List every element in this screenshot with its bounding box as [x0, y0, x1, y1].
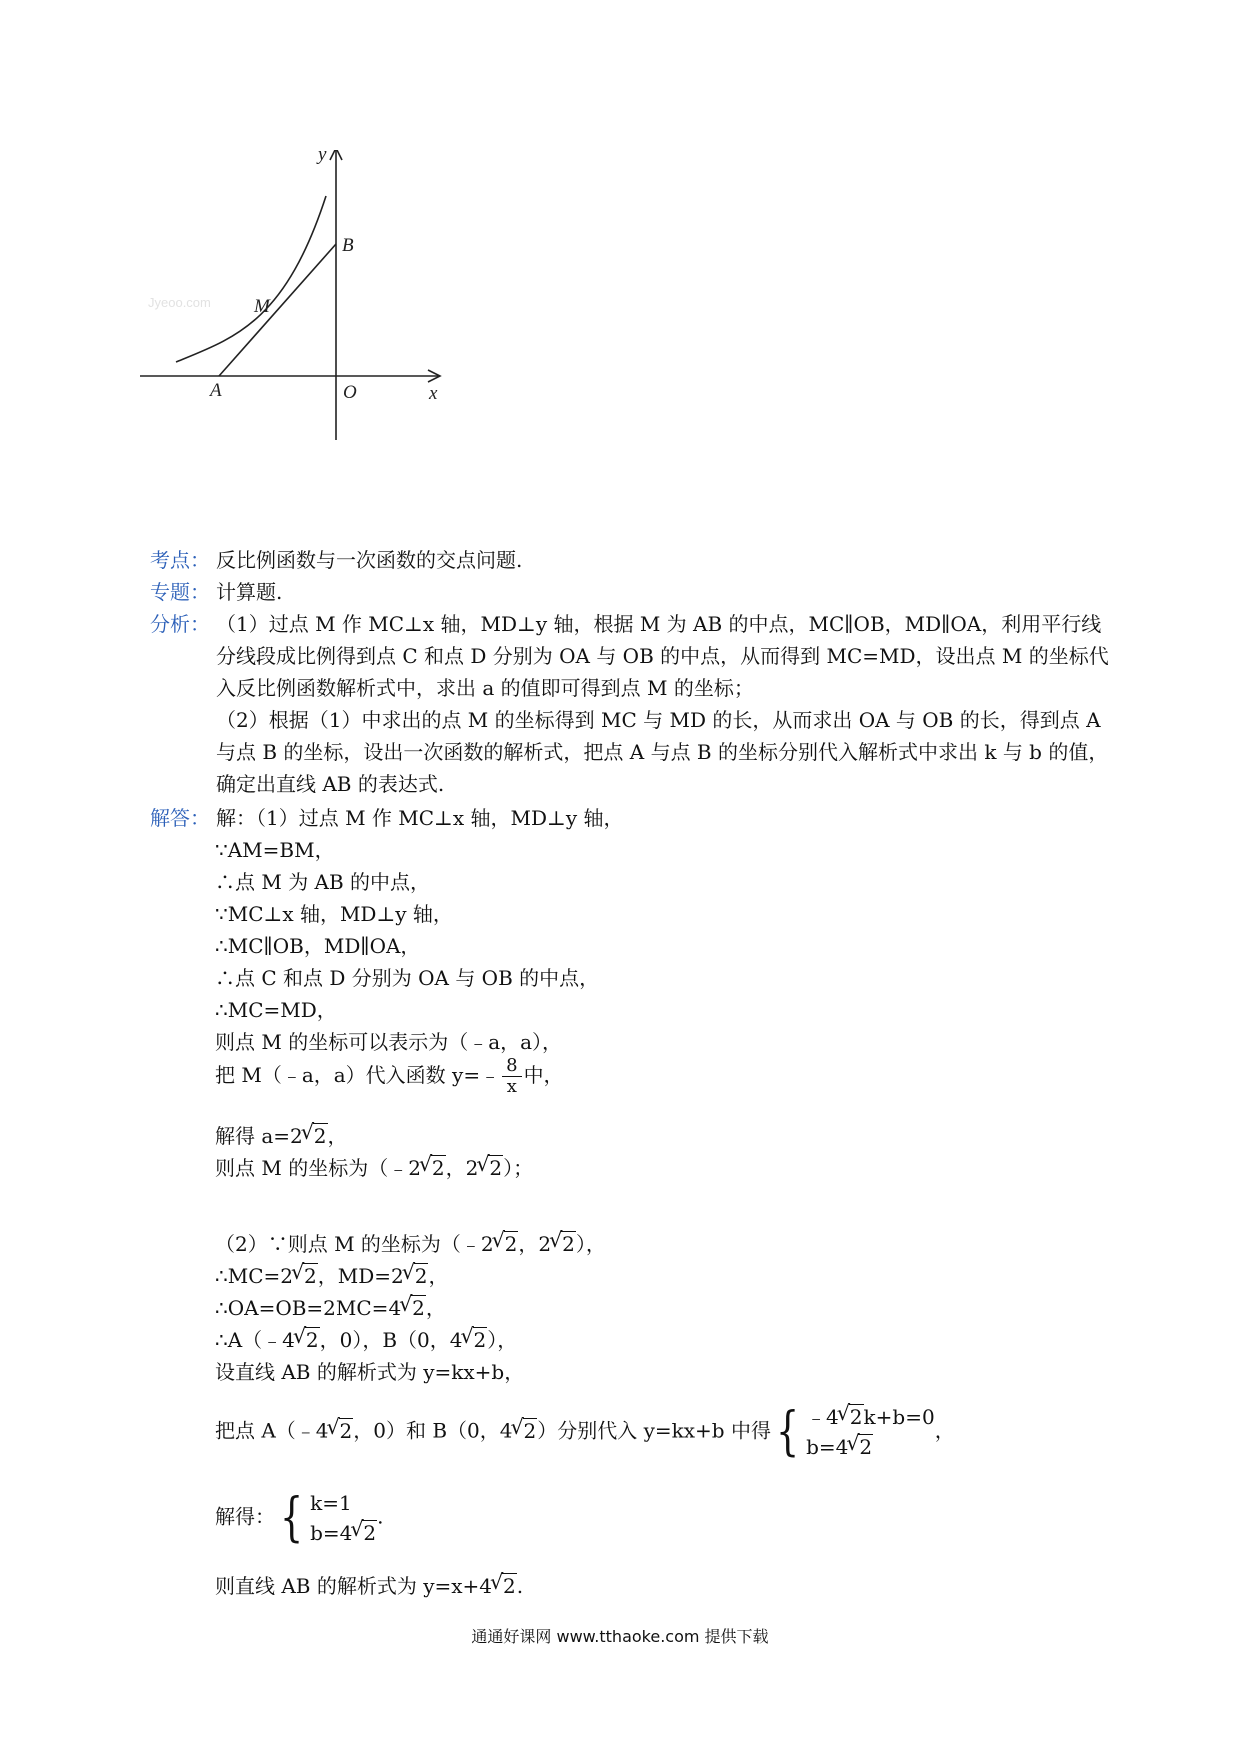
kaodian-text: 反比例函数与一次函数的交点问题. — [216, 548, 523, 572]
sqrt-symbol: √ 2 — [304, 1124, 328, 1148]
solution-line: ∵AM=BM， — [215, 838, 335, 862]
final-answer-line: 则直线 AB 的解析式为 y=x+4√ 2. — [215, 1570, 523, 1599]
sqrt-symbol: √ 2 — [479, 1156, 503, 1180]
sqrt-symbol: √ 2 — [552, 1232, 576, 1256]
set-line-ab: 设直线 AB 的解析式为 y=kx+b， — [215, 1360, 525, 1384]
equation-system — [771, 1402, 935, 1462]
jieda-header — [150, 802, 1110, 834]
zhuanti-section — [150, 576, 1110, 608]
sqrt-symbol: √ 2 — [422, 1156, 446, 1180]
sqrt-symbol: √ 2 — [330, 1419, 354, 1443]
substitute-line: 把点 A（﹣4√ 2，0）和 B（0，4√ 2）分别代入 y=kx+b 中得 { ﹣4√ 2k+b=0 b=4√ 2 ， — [215, 1402, 955, 1462]
system-equation-2: b=4√ 2 — [806, 1432, 935, 1462]
jieda-first-line: 解：（1）过点 M 作 MC⊥x 轴，MD⊥y 轴， — [216, 806, 624, 830]
label-x: x — [429, 383, 438, 404]
fenxi-tag: 分析： — [150, 612, 210, 636]
system-equation-1: ﹣4√ 2k+b=0 — [806, 1402, 935, 1432]
mc-md-line: ∴MC=2√ 2，MD=2√ 2， — [215, 1260, 448, 1289]
sqrt-symbol: √ 2 — [464, 1328, 488, 1352]
line-ab — [219, 244, 336, 376]
m-coordinate-line: 则点 M 的坐标为（﹣2√ 2，2√ 2）； — [215, 1152, 533, 1181]
figure-watermark: Jyeoo.com — [148, 295, 211, 310]
label-m: M — [254, 296, 270, 317]
label-a: A — [210, 380, 222, 401]
sqrt-symbol: √ 2 — [405, 1264, 429, 1288]
oa-ob-line: ∴OA=OB=2MC=4√ 2， — [215, 1292, 446, 1321]
brace-icon: { — [279, 1488, 304, 1548]
sqrt-symbol: √ 2 — [840, 1402, 864, 1432]
solution-line: ∵MC⊥x 轴，MD⊥y 轴， — [215, 902, 453, 926]
sqrt-symbol: √ 2 — [294, 1264, 318, 1288]
ab-coordinates-line: ∴A（﹣4√ 2，0），B（0，4√ 2）， — [215, 1324, 517, 1353]
brace-icon: { — [775, 1402, 800, 1462]
coordinate-figure — [140, 150, 460, 450]
label-y: y — [318, 150, 327, 165]
solution-system — [275, 1488, 377, 1548]
kaodian-section — [150, 544, 1110, 576]
solution-line: 则点 M 的坐标可以表示为（﹣a，a）， — [215, 1030, 563, 1054]
sqrt-symbol: √ 2 — [296, 1328, 320, 1352]
sqrt-symbol: √ 2 — [849, 1432, 873, 1462]
solution-line: ∴点 M 为 AB 的中点， — [215, 870, 431, 894]
fenxi-paragraph-1: （1）过点 M 作 MC⊥x 轴，MD⊥y 轴，根据 M 为 AB 的中点，MC∥OB，MD∥OA，利用平行线分线段成比例得到点 C 和点 D 分别为 OA 与 OB 的中点，从而得到 MC=MD，设出点 M 的坐标代入反比例函数解析式中，求出 a 的值即可得到点 M 的坐标； — [216, 612, 1109, 700]
hyperbola-curve — [176, 196, 326, 362]
solution-line: ∴MC∥OB，MD∥OA， — [215, 934, 421, 958]
solution-line: ∴点 C 和点 D 分别为 OA 与 OB 的中点， — [215, 966, 600, 990]
label-o: O — [343, 382, 357, 403]
sqrt-symbol: √ 2 — [495, 1232, 519, 1256]
page-footer: 通通好课网 www.tthaoke.com 提供下载 — [471, 1627, 769, 1646]
part2-first-line: （2）∵则点 M 的坐标为（﹣2√ 2，2√ 2）， — [215, 1228, 606, 1257]
sqrt-symbol: √ 2 — [493, 1574, 517, 1598]
zhuanti-text: 计算题. — [216, 580, 283, 604]
fenxi-paragraph-2: （2）根据（1）中求出的点 M 的坐标得到 MC 与 MD 的长，从而求出 OA 与 OB 的长，得到点 A 与点 B 的坐标，设出一次函数的解析式，把点 A 与点 B 的坐标分别代入解析式中求出 k 与 b 的值，确定出直线 AB 的表达式. — [216, 708, 1109, 796]
sqrt-symbol: √ 2 — [514, 1419, 538, 1443]
zhuanti-tag: 专题： — [150, 580, 210, 604]
solve-a-line: 解得 a=2√ 2， — [215, 1120, 348, 1149]
sqrt-symbol: √ 2 — [353, 1518, 377, 1548]
label-b: B — [342, 235, 354, 256]
sqrt-symbol: √ 2 — [402, 1296, 426, 1320]
solution-line: ∴MC=MD， — [215, 998, 337, 1022]
solution-b: b=4√ 2 — [310, 1518, 377, 1548]
solve-kb-line: 解得： { k=1 b=4√ 2 . — [215, 1488, 383, 1548]
fenxi-section — [150, 608, 1110, 800]
substitute-function-line: 把 M（﹣a，a）代入函数 y=﹣ $\frac{8}{x}$ 中， — [215, 1055, 564, 1097]
kaodian-tag: 考点： — [150, 548, 210, 572]
jieda-tag: 解答： — [150, 806, 210, 830]
fraction-8-over-x: $\frac{8}{x}$ — [502, 1056, 521, 1097]
solution-k: k=1 — [310, 1491, 352, 1515]
